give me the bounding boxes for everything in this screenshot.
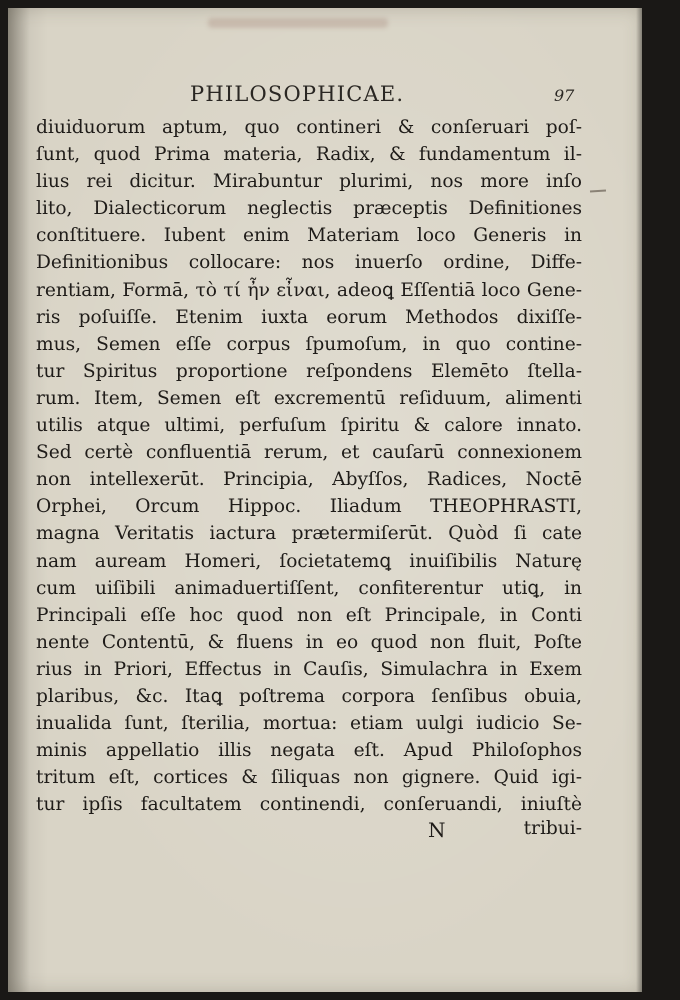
page-footer — [36, 818, 582, 845]
page-edge-shadow — [636, 8, 642, 992]
text-line: magna Veritatis iactura prætermiſerūt. Quòd ſi cate — [36, 523, 582, 545]
text-line: nam auream Homeri, ſocietatemꝗ inuiſibilis Naturę — [36, 550, 582, 572]
margin-mark — [590, 189, 606, 192]
signature-mark: N — [428, 818, 446, 843]
text-line: utilis atque ultimi, perfuſum ſpiritu & calore innato. — [36, 415, 582, 437]
text-line: Orphei, Orcum Hippoc. Iliadum THEOPHRASTI, — [36, 496, 582, 518]
text-line: ſunt, quod Prima materia, Radix, & fundamentum il- — [36, 144, 582, 166]
text-line: rentiam, Formā, τὸ τί ἦν εἶναι, adeoꝗ Eſſentiā loco Gene- — [36, 279, 582, 301]
page-number: 97 — [554, 86, 575, 105]
text-line: tritum eſt, cortices & ſiliquas non gignere. Quid igi- — [36, 767, 582, 789]
body-text — [36, 114, 582, 846]
gutter-shadow — [8, 8, 30, 992]
text-line: Sed certè confluentiā rerum, et cauſarū connexionem — [36, 442, 582, 464]
text-line: lito, Dialecticorum neglectis præceptis Definitiones — [36, 198, 582, 220]
ink-bleed-mark — [208, 18, 388, 28]
text-line: minis appellatio illis negata eſt. Apud Philoſophos — [36, 740, 582, 762]
text-line: ris poſuiſſe. Etenim iuxta eorum Methodos dixiſſe- — [36, 306, 582, 328]
text-line: rum. Item, Semen eſt excrementū reſiduum, alimenti — [36, 387, 582, 409]
text-line: non intellexerūt. Principia, Abyſſos, Radices, Noctē — [36, 469, 582, 491]
text-line: diuiduorum aptum, quo contineri & conſeruari poſ- — [36, 117, 582, 138]
text-line: Definitionibus collocare: nos inuerſo ordine, Diffe- — [36, 252, 582, 274]
text-line: tur ipſis facultatem continendi, conſeruandi, iniuſtè — [36, 794, 582, 816]
book-page — [8, 8, 642, 992]
text-line: tur Spiritus proportione reſpondens Elemēto ſtella- — [36, 360, 582, 382]
text-line: mus, Semen eſſe corpus ſpumoſum, in quo contine- — [36, 333, 582, 355]
text-line: conſtituere. Iubent enim Materiam loco Generis in — [36, 225, 582, 247]
catchword: tribui- — [523, 818, 582, 840]
text-line: rius in Priori, Effectus in Cauſis, Simulachra in Exem — [36, 658, 582, 680]
text-line: cum uiſibili animaduertiſſent, confiterentur utiꝗ, in — [36, 577, 582, 599]
running-head: PHILOSOPHICAE. — [190, 82, 405, 106]
text-line: lius rei dicitur. Mirabuntur plurimi, nos more inſo — [36, 171, 582, 193]
text-line: nente Contentū, & fluens in eo quod non fluit, Poſte — [36, 631, 582, 653]
text-line: inualida ſunt, ſterilia, mortua: etiam uulgi iudicio Se- — [36, 713, 582, 735]
text-line: plaribus, &c. Itaꝗ poſtrema corpora ſenſibus obuia, — [36, 685, 582, 707]
text-line: Principali eſſe hoc quod non eſt Principale, in Conti — [36, 604, 582, 626]
page-header — [8, 82, 642, 112]
